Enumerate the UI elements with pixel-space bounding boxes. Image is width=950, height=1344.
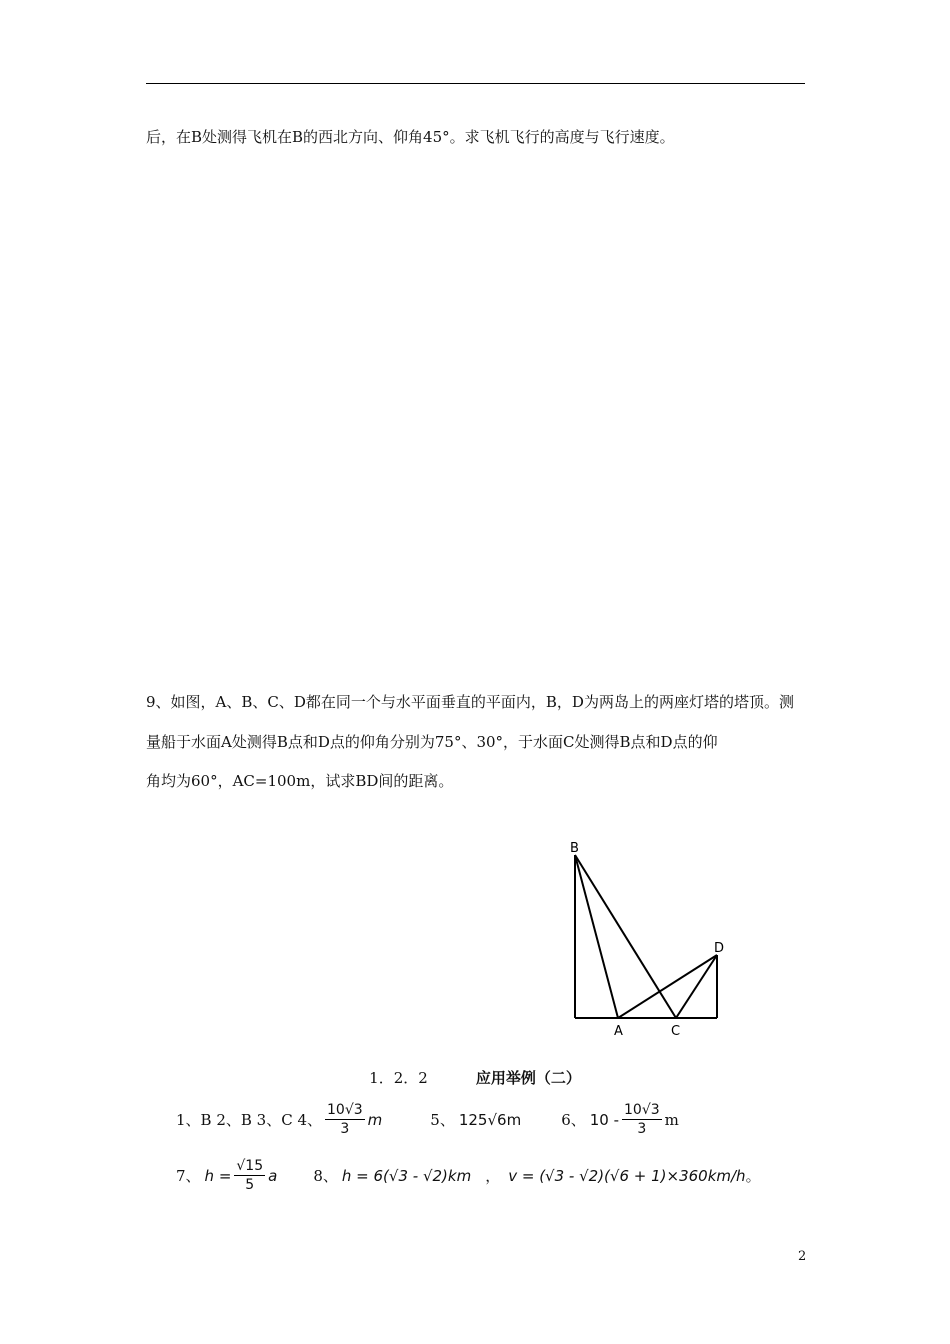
answer-4-fraction (325, 1102, 365, 1137)
answer-7-label: 7、 (176, 1167, 201, 1185)
header-rule (146, 83, 805, 84)
label-b: B (570, 841, 579, 856)
label-c: C (671, 1024, 681, 1039)
problem9-line-2: 量船于水面A处测得B点和D点的仰角分别为75°、30°，于水面C处测得B点和D点的仰 (146, 733, 718, 751)
answer-5-expression: 125√6m (458, 1110, 522, 1129)
answer-1-4: 1、B 2、B 3、C 4、 (176, 1111, 323, 1129)
answer-4-unit: m (367, 1110, 383, 1129)
answer-8-separator: ， (485, 1167, 501, 1185)
answers-heading (0, 1067, 950, 1088)
answer-6-numerator: 10√3 (624, 1102, 660, 1118)
answer-8-label: 8、 (313, 1167, 338, 1185)
problem8-continuation: 后，在B处测得飞机在B的西北方向、仰角45°。求飞机飞行的高度与飞行速度。 (146, 128, 675, 146)
answer-7-fraction (234, 1158, 265, 1193)
segment-ba (575, 855, 618, 1018)
answer-5-label: 5、 (430, 1111, 455, 1129)
section-title: 应用举例（二） (475, 1069, 581, 1087)
answer-8-height: h = 6(√3 - √2)km (341, 1166, 472, 1185)
answer-7-variable: a (268, 1166, 278, 1185)
page-number: 2 (798, 1249, 807, 1264)
answer-7-denominator: 5 (245, 1177, 255, 1193)
label-d: D (714, 941, 725, 956)
problem9-line-1: 9、如图，A、B、C、D都在同一个与水平面垂直的平面内，B，D为两岛上的两座灯塔的塔顶。测 (146, 693, 794, 711)
answer-6-unit: m (664, 1110, 679, 1129)
answer-7-prefix: h = (204, 1166, 232, 1185)
answer-4-denominator: 3 (340, 1121, 350, 1137)
answer-8-speed: v = (√3 - √2)(√6 + 1)×360km/h (508, 1166, 746, 1185)
answer-8-end: 。 (745, 1167, 761, 1185)
answer-6-fraction (622, 1102, 662, 1137)
lighthouse-figure (560, 835, 740, 1045)
segment-dc (676, 955, 717, 1018)
answer-6-denominator: 3 (637, 1121, 647, 1137)
problem9-line-3: 角均为60°，AC=100m，试求BD间的距离。 (146, 772, 454, 790)
label-a: A (614, 1024, 623, 1039)
segment-bc (575, 855, 676, 1018)
answer-4-numerator: 10√3 (327, 1102, 363, 1118)
segment-da (618, 955, 717, 1018)
answers-row-2 (176, 1158, 761, 1193)
answer-6-label: 6、 (561, 1111, 586, 1129)
answer-7-numerator: √15 (236, 1158, 264, 1174)
answer-6-prefix: 10 - (589, 1110, 620, 1129)
section-number: 1．2．2 (369, 1069, 428, 1087)
answers-row-1 (176, 1102, 679, 1137)
